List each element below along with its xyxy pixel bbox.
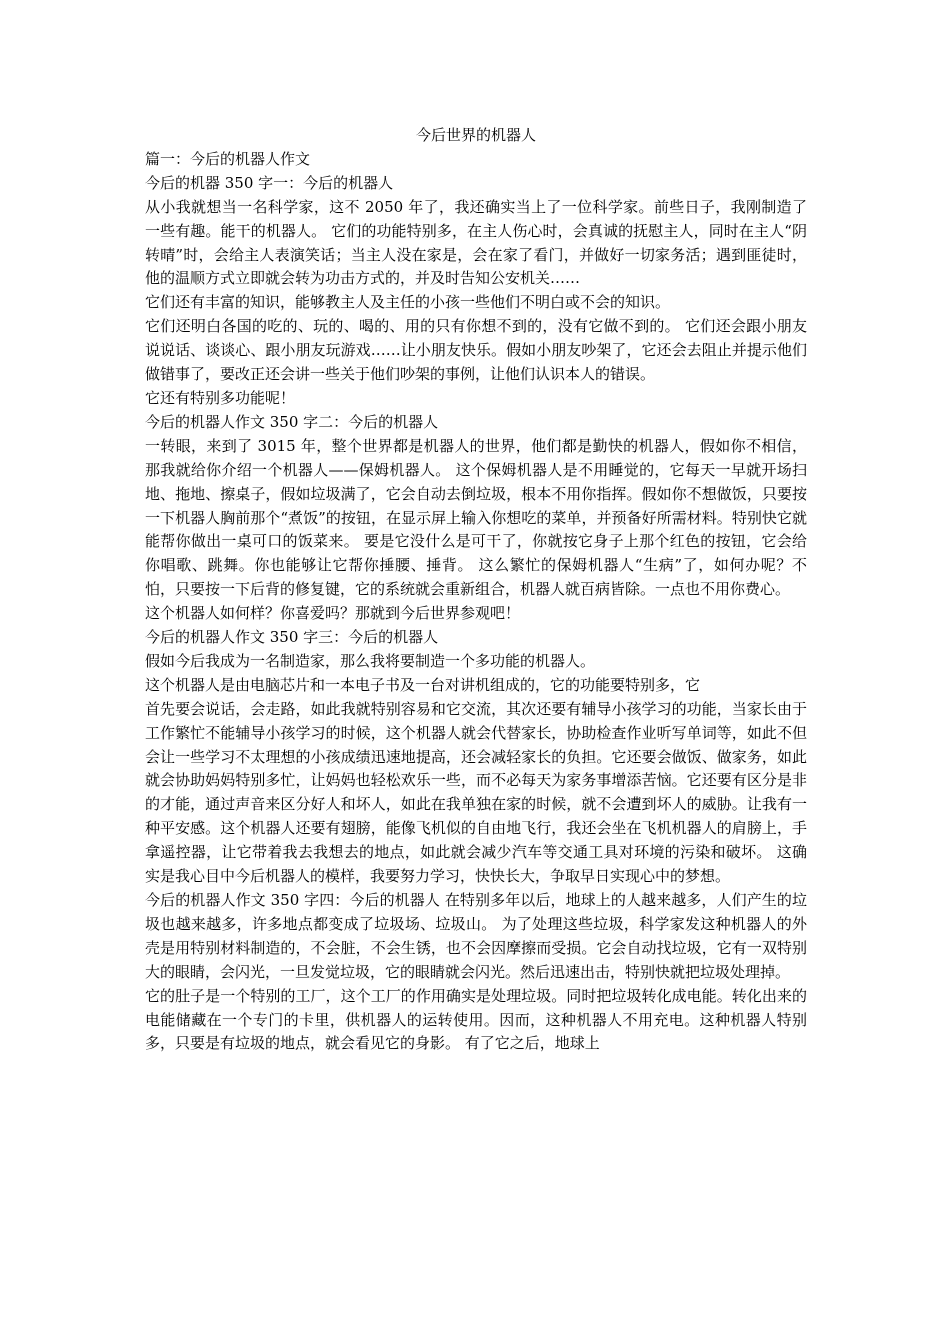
paragraph-subheading-4: 今后的机器人作文 350 字四：今后的机器人 在特别多年以后，地球上的人越来越多，人们产生的垃圾也越来越多，许多地点都变成了垃圾场、垃圾山。 为了处理这些垃圾，科学家发这种机器人的外壳是用特别材料制造的，不会脏，不会生锈，也不会因摩擦而受损。它会自动找垃圾，它有一双特别大的眼睛，会闪光，一旦发觉垃圾，它的眼睛就会闪光。然后迅速出击，特别快就把垃圾处理掉。 (145, 891, 807, 981)
document-page (145, 124, 807, 1056)
paragraph-subheading-2: 今后的机器人作文 350 字二：今后的机器人 (145, 412, 439, 431)
paragraph-body: 这个机器人如何样？你喜爱吗？那就到今后世界参观吧！ (145, 604, 521, 623)
paragraph-body: 它们还有丰富的知识，能够教主人及主任的小孩一些他们不明白或不会的知识。 (145, 293, 671, 312)
paragraph-body: 一转眼，来到了 3015 年，整个世界都是机器人的世界，他们都是勤快的机器人，假如你不相信，那我就给你介绍一个机器人——保姆机器人。 这个保姆机器人是不用睡觉的，它每天一早就开场扫地、拖地、擦桌子，假如垃圾满了，它会自动去倒垃圾，根本不用你指挥。假如你不想做饭，只要按一下机器人胸前那个“煮饭”的按钮，在显示屏上输入你想吃的菜单，并预备好所需材料。特别快它就能帮你做出一桌可口的饭菜来。 要是它没什么是可干了，你就按它身子上那个红色的按钮，它会给你唱歌、跳舞。你也能够让它帮你捶腰、捶背。 这么繁忙的保姆机器人“生病”了，如何办呢？不怕，只要按一下后背的修复键，它的系统就会重新组合，机器人就百病皆除。一点也不用你费心。 (145, 436, 807, 599)
paragraph-subheading-1: 今后的机器 350 字一：今后的机器人 (145, 173, 394, 192)
paragraph-body: 它的肚子是一个特别的工厂，这个工厂的作用确实是处理垃圾。同时把垃圾转化成电能。转化出来的电能储藏在一个专门的卡里，供机器人的运转使用。因而，这种机器人不用充电。这种机器人特别多，只要是有垃圾的地点，就会看见它的身影。 有了它之后，地球上 (145, 986, 807, 1053)
paragraph-body: 它还有特别多功能呢！ (145, 388, 296, 407)
paragraph-body: 这个机器人是由电脑芯片和一本电子书及一台对讲机组成的，它的功能要特别多，它 (145, 675, 701, 694)
paragraph-body: 首先要会说话，会走路，如此我就特别容易和它交流，其次还要有辅导小孩学习的功能，当家长由于工作繁忙不能辅导小孩学习的时候，这个机器人就会代替家长，协助检查作业听写单词等，如此不但会让一些学习不太理想的小孩成绩迅速地提高，还会减轻家长的负担。它还要会做饭、做家务，如此就会协助妈妈特别多忙，让妈妈也轻松欢乐一些，而不必每天为家务事增添苦恼。它还要有区分是非的才能，通过声音来区分好人和坏人，如此在我单独在家的时候，就不会遭到坏人的威胁。让我有一种平安感。这个机器人还要有翅膀，能像飞机似的自由地飞行，我还会坐在飞机机器人的肩膀上，手拿遥控器，让它带着我去我想去的地点，如此就会减少汽车等交通工具对环境的污染和破坏。 这确实是我心目中今后机器人的模样，我要努力学习，快快长大，争取早日实现心中的梦想。 (145, 699, 807, 886)
paragraph-body: 假如今后我成为一名制造家，那么我将要制造一个多功能的机器人。 (145, 651, 596, 670)
document-title: 今后世界的机器人 (415, 126, 536, 144)
paragraph-subheading-3: 今后的机器人作文 350 字三：今后的机器人 (145, 628, 439, 647)
paragraph-section-1-heading: 篇一：今后的机器人作文 (145, 149, 311, 168)
paragraph-body: 从小我就想当一名科学家，这不 2050 年了，我还确实当上了一位科学家。前些日子，我刚制造了一些有趣。能干的机器人。 它们的功能特别多，在主人伤心时，会真诚的抚慰主人，同时在主人“阴转晴”时，会给主人表演笑话；当主人没在家是，会在家了看门，并做好一切家务活；遇到匪徒时，他的温顺方式立即就会转为功击方式的，并及时告知公安机关…… (145, 197, 807, 288)
paragraph-body: 它们还明白各国的吃的、玩的、喝的、用的只有你想不到的，没有它做不到的。 它们还会跟小朋友说说话、谈谈心、跟小朋友玩游戏……让小朋友快乐。假如小朋友吵架了，它还会去阻止并提示他们做错事了，要改正还会讲一些关于他们吵架的事例，让他们认识本人的错误。 (145, 317, 807, 384)
